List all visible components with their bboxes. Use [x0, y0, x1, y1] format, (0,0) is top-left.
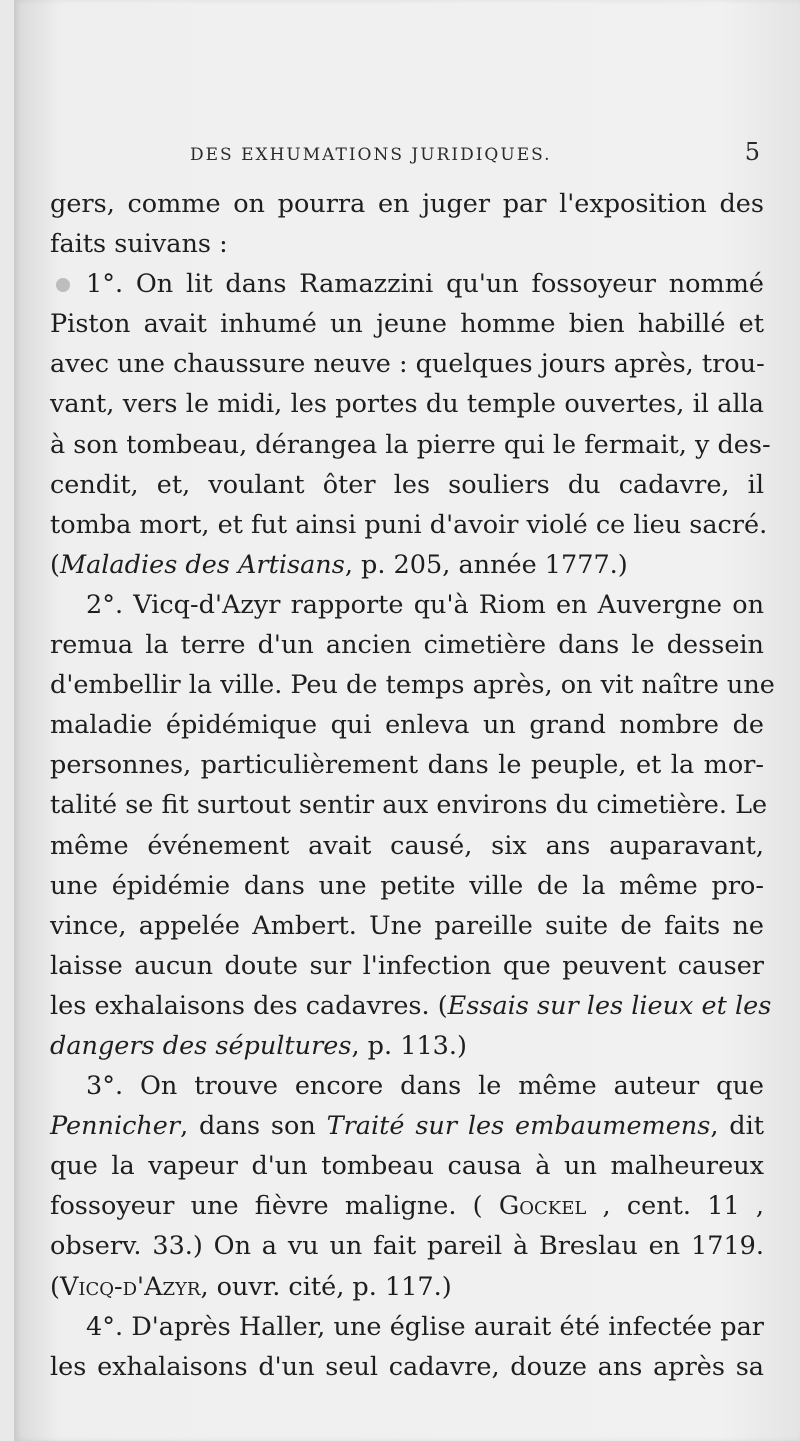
body-text: [50, 184, 775, 1387]
text-segment: 1°. On lit dans Ramazzini qu'un fossoyeur nommé: [86, 269, 764, 300]
citation-title: Maladies des Artisans: [59, 549, 345, 580]
text-line: les exhalaisons d'un seul cadavre, douze ans après sa: [50, 1351, 764, 1382]
text-line: gers, comme on pourra en juger par l'exposition des: [50, 189, 764, 219]
book-page: [14, 0, 800, 1441]
text-line: 4°. D'après Haller, une église aurait été infectée par: [86, 1311, 764, 1342]
page-number: 5: [744, 138, 760, 166]
paragraph-3: [50, 1066, 764, 1307]
text-segment: , cent. 11 ,: [586, 1191, 764, 1222]
text-segment: , dit: [710, 1111, 764, 1142]
text-line: cendit, et, voulant ôter les souliers du cadavre, il: [50, 469, 764, 500]
text-line: [50, 986, 772, 1026]
text-line: maladie épidémique qui enleva un grand nombre de: [50, 710, 764, 741]
author-name: Pennicher: [50, 1111, 181, 1142]
text-line: [50, 1186, 764, 1226]
text-segment: , p. 205, année 1777.): [344, 549, 628, 580]
text-line: tomba mort, et fut ainsi puni d'avoir violé ce lieu sacré.: [50, 509, 768, 540]
text-segment: (: [50, 1271, 60, 1302]
paragraph-continuation: [50, 184, 764, 264]
author-name: Gockel: [498, 1191, 587, 1222]
text-line: d'embellir la ville. Peu de temps après, on vit naître une: [50, 670, 775, 701]
text-line: 3°. On trouve encore dans le même auteur que: [86, 1071, 764, 1102]
text-line: à son tombeau, dérangea la pierre qui le fermait, y des-: [50, 429, 771, 460]
text-line: faits suivans :: [50, 229, 228, 260]
text-segment: , ouvr. cité, p. 117.): [200, 1271, 452, 1302]
text-line: [50, 1267, 764, 1307]
text-line: [50, 1026, 764, 1066]
text-line: talité se fit surtout sentir aux environs du cimetière. Le: [50, 790, 768, 821]
text-line: même événement avait causé, six ans auparavant,: [50, 830, 764, 861]
citation-title: dangers des sépultures: [50, 1030, 352, 1061]
text-line: une épidémie dans une petite ville de la même pro-: [50, 870, 764, 901]
text-line: remua la terre d'un ancien cimetière dans le dessein: [50, 630, 764, 661]
paragraph-4: [50, 1307, 764, 1387]
ink-spot: [56, 278, 70, 292]
text-segment: , p. 113.): [351, 1030, 467, 1061]
text-block: [50, 138, 775, 1387]
text-line: Piston avait inhumé un jeune homme bien habillé et: [50, 309, 764, 340]
text-line: [50, 264, 764, 304]
text-line: 2°. Vicq-d'Azyr rapporte qu'à Riom en Auvergne on: [86, 589, 764, 620]
paragraph-2: [50, 585, 775, 1066]
author-name: Vicq-d'Azyr: [59, 1271, 201, 1302]
text-line: vant, vers le midi, les portes du temple ouvertes, il alla: [50, 389, 764, 420]
text-line: avec une chaussure neuve : quelques jours après, trou-: [50, 349, 765, 380]
text-segment: fossoyeur une fièvre maligne. (: [50, 1191, 499, 1222]
text-segment: (: [50, 549, 60, 580]
text-line: vince, appelée Ambert. Une pareille suite de faits ne: [50, 910, 764, 941]
running-title: DES EXHUMATIONS JURIDIQUES.: [190, 145, 552, 165]
citation-title: Traité sur les embaumemens: [326, 1111, 711, 1142]
text-segment: les exhalaisons des cadavres. (: [50, 990, 448, 1021]
text-line: observ. 33.) On a vu un fait pareil à Breslau en 1719.: [50, 1231, 764, 1262]
page-header: [50, 138, 764, 184]
text-line: [50, 545, 764, 585]
paragraph-1: [50, 264, 771, 585]
citation-title: Essais sur les lieux et les: [447, 990, 772, 1021]
text-line: laisse aucun doute sur l'infection que peuvent causer: [50, 950, 764, 981]
text-line: personnes, particulièrement dans le peuple, et la mor-: [50, 750, 764, 781]
text-segment: , dans son: [180, 1111, 327, 1142]
text-line: que la vapeur d'un tombeau causa à un malheureux: [50, 1151, 764, 1182]
text-line: [50, 1106, 764, 1146]
